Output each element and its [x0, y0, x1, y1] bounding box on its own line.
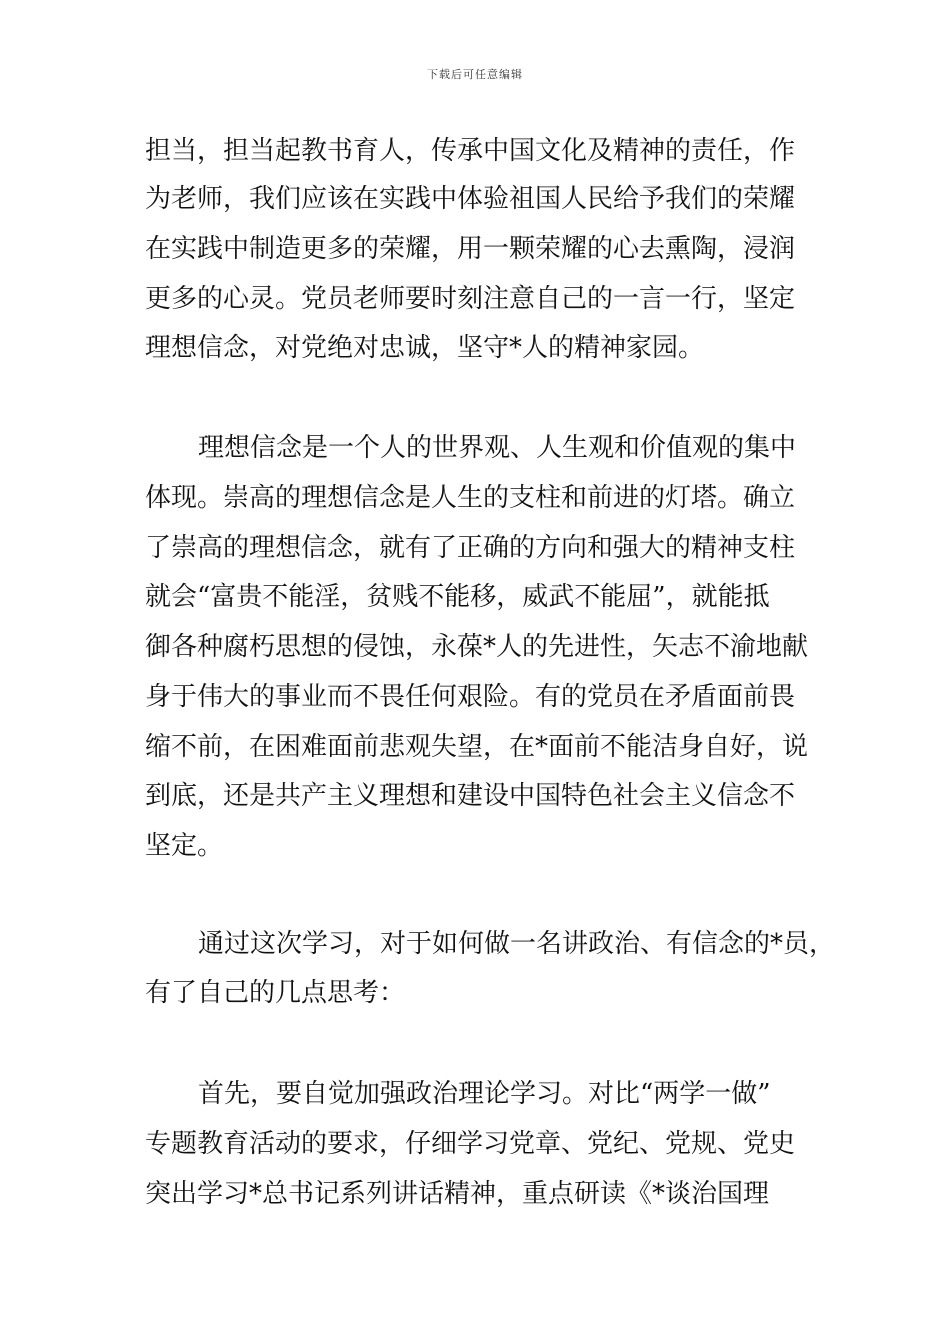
text-line: 了崇高的理想信念，就有了正确的方向和强大的精神支柱	[145, 533, 796, 563]
text-line: 突出学习*总书记系列讲话精神，重点研读《*谈治国理	[145, 1179, 770, 1209]
text-line: 缩不前，在困难面前悲观失望，在*面前不能洁身自好，说	[145, 732, 809, 762]
text-line: 就会“富贵不能淫，贫贱不能移，威武不能屈”，就能抵	[145, 582, 770, 612]
text-line: 御各种腐朽思想的侵蚀，永葆*人的先进性，矢志不渝地献	[145, 632, 809, 662]
text-line: 理想信念，对党绝对忠诚，坚守*人的精神家园。	[145, 333, 705, 363]
text-line: 专题教育活动的要求，仔细学习党章、党纪、党规、党史	[145, 1129, 796, 1159]
text-line: 体现。崇高的理想信念是人生的支柱和前进的灯塔。确立	[145, 483, 796, 513]
text-line: 通过这次学习，对于如何做一名讲政治、有信念的*员，	[198, 929, 836, 959]
page-header: 下载后可任意编辑	[427, 68, 523, 81]
text-line: 身于伟大的事业而不畏任何艰险。有的党员在矛盾面前畏	[145, 682, 796, 712]
text-line: 坚定。	[145, 831, 224, 861]
text-line: 为老师，我们应该在实践中体验祖国人民给予我们的荣耀	[145, 184, 796, 214]
text-line: 首先，要自觉加强政治理论学习。对比“两学一做”	[198, 1079, 771, 1109]
text-line: 在实践中制造更多的荣耀，用一颗荣耀的心去熏陶，浸润	[145, 234, 796, 264]
text-line: 理想信念是一个人的世界观、人生观和价值观的集中	[198, 433, 797, 463]
text-line: 更多的心灵。党员老师要时刻注意自己的一言一行，坚定	[145, 284, 796, 314]
text-line: 担当，担当起教书育人，传承中国文化及精神的责任，作	[145, 136, 796, 166]
text-line: 有了自己的几点思考：	[145, 978, 406, 1008]
text-line: 到底，还是共产主义理想和建设中国特色社会主义信念不	[145, 781, 796, 811]
